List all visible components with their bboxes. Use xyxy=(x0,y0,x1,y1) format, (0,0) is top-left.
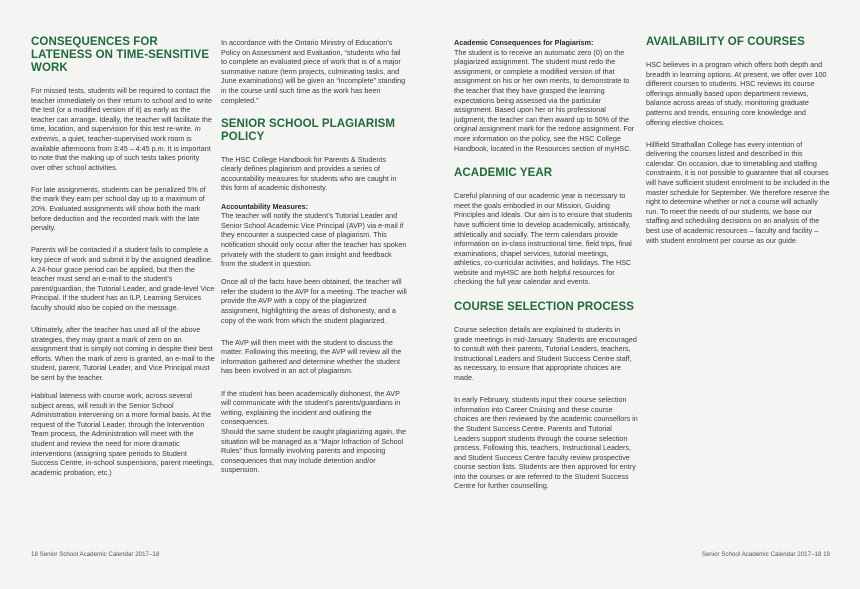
paragraph-notify: The teacher will notify the student’s Tutorial Leader and Senior School Academic Vice Principal (AVP) via e-mail if they encounter a suspected case of plagiarism. This notification should only occur after the teacher has spoken privately with the student to gain insight and feedback from the student in question. xyxy=(221,211,407,269)
subheading-consequences: Academic Consequences for Plagiarism: xyxy=(454,38,594,47)
heading-course-selection: COURSE SELECTION PROCESS xyxy=(454,301,635,314)
paragraph-academic-year: Careful planning of our academic year is necessary to meet the goals embodied in our Mission, Guiding Principles and Ideals. Our aim is to ensure that students have sufficient time to develop academically, artistically, athletically and socially. The term calendars provide information on in-class instructional time, field trips, final examinations, chapel services, tutorial meetings, athletics, co-curricular activities, and holidays. The HSC website and myHSC are both helpful resources for checking the full year calendar and events. xyxy=(454,191,633,287)
paragraph-ministry-policy: In accordance with the Ontario Ministry of Education’s Policy on Assessment and Evaluation, “students who fail to complete an evaluated piece of work that is of a major summative nature (term projects, culminating tasks, and June examinations) will be given an “incomplete” standing in the course until such time as the work has been completed.” xyxy=(221,38,406,105)
paragraph-handbook: The HSC College Handbook for Parents & Students clearly defines plagiarism and provides a series of accountability measures for students who are caught in this form of academic dishonesty. xyxy=(221,154,397,193)
heading-plagiarism-policy: SENIOR SCHOOL PLAGIARISM POLICY xyxy=(221,117,396,143)
paragraph-avp-meeting: The AVP will then meet with the student to discuss the matter. Following this meeting, the AVP will review all the information gathered and determine whether the student has been involved in an act of plagiarism. xyxy=(221,337,402,376)
paragraph-automatic-zero: The student is to receive an automatic zero (0) on the plagiarized assignment. The student must redo the assignment, or complete a modified version of that assignment on his or her own merits, to demonstrate to the teacher that they have grasped the learning expectations being assessed via the particular assignment. Based upon her or his professional judgment, the teacher can then award up to 50% of the original assignment mark for the redone assignment. For more information on the policy, see the HSC College Handbook, located in the Resources section of myHSC. xyxy=(454,47,635,153)
paragraph-february: In early February, students input their course selection information into Career Cruising and these course choices are then reviewed by the academic counsellors in the Student Success Centre. Parents and Tutorial Leaders support students through the course selection process. Following this, teachers, Instructional Leaders, and Student Success Centre faculty review prospective course section lists. Students are then approved for entry into the courses or are referred to the Student Success Centre for further counselling. xyxy=(454,395,638,491)
heading-availability: AVAILABILITY OF COURSES xyxy=(646,36,805,48)
column-1 xyxy=(31,36,215,486)
heading-lateness: CONSEQUENCES FOR LATENESS ON TIME-SENSITIVE WORK xyxy=(31,36,210,74)
column-2 xyxy=(221,38,407,483)
paragraph-intention: Hillfield Strathallan College has every intention of delivering the courses listed and described in this calendar. On occasion, due to timetabling and staffing constraints, it is not possible to guarantee that all courses will have sufficient student enrolment to be included in the master schedule for September. We therefore reserve the right to determine whether or not a course will actually run. To meet the needs of our students, we base our staffing and scheduling decisions on an analysis of the best use of academic resources – faculty and facility – with student enrolment per course as our guide. xyxy=(646,139,830,245)
column-4 xyxy=(646,36,830,254)
heading-academic-year: ACADEMIC YEAR xyxy=(454,167,553,180)
paragraph-zero-mark: Ultimately, after the teacher has used all of the above strategies, they may grant a mark of zero on an assignment that is simply not coming in despite their best efforts. When the mark of zero is granted, an e-mail to the student, parent, Tutorial Leader, and Vice Principal must be sent by the teacher. xyxy=(31,324,215,382)
footer-right: Senior School Academic Calendar 2017–18 19 xyxy=(701,551,830,558)
paragraph-missed-tests: For missed tests, students will be required to contact the teacher immediately on their return to school and to write the test (or a modified version of it) as early as the teacher can arrange. Ideally, the teacher will facilitate the time, location, and supervision for this test re-write. In extremis, a quiet, teacher-supervised work room is available afternoons from 3:45 – 4:45 p.m. It is important to note that the making up of such tests takes priority over other school activities. xyxy=(31,86,212,172)
subheading-accountability: Accountability Measures: xyxy=(221,201,309,211)
column-3 xyxy=(454,38,638,500)
footer-left: 18 Senior School Academic Calendar 2017–18 xyxy=(31,551,160,558)
paragraph-dishonest: If the student has been academically dishonest, the AVP will communicate with the student’s parents/guardians in writing, explaining the incident and outlining the consequences. Should the same student be caught plagiarizing again, the situation will be managed as a “Major Infraction of School Rules” thus formally involving parents and imposing consequences that may include detention and/or suspension. xyxy=(221,388,407,475)
paragraph-late-assignments: For late assignments, students can be penalized 5% of the mark they earn per school day up to a maximum of 20%. Evaluated assignments will show both the mark before deduction and the recorded mark with the late penalty. xyxy=(31,184,206,233)
paragraph-depth-breadth: HSC believes in a program which offers both depth and breadth in learning options. At present, we offer over 100 different courses to students. HSC reviews its course offerings annually based upon department reviews, balance across areas of study, monitoring graduate patterns and trends, ensuring core knowledge and offering elective choices. xyxy=(646,60,827,127)
paragraph-refer-avp: Once all of the facts have been obtained, the teacher will refer the student to the AVP for a meeting. The teacher will provide the AVP with a copy of the plagiarized assignment, highlighting the areas of dishonesty, and a copy of the work from which the student plagiarized. xyxy=(221,277,407,325)
paragraph-parent-contact: Parents will be contacted if a student fails to complete a key piece of work and submit it by the assigned deadline. A 24-hour grace period can be applied, but then the teacher must send an e-mail to the student’s parent/guardian, the Tutorial Leader, and grade-level Vice Principal. If the student has an ILP, Learning Services faculty should also be copied on the message. xyxy=(31,245,215,312)
paragraph-habitual-lateness: Habitual lateness with course work, across several subject areas, will result in the Senior School Administration intervening on a more formal basis. At the request of the Tutorial Leader, through the Intervention Team process, the Administration will meet with the student and review the need for more dramatic interventions (assigning spare periods to Student Success Centre, in-school suspensions, parent meetings, academic probation, etc.) xyxy=(31,391,214,477)
paragraph-course-details: Course selection details are explained to students in grade meetings in mid-January. Students are encouraged to consult with their parents, Tutorial Leaders, teachers, Instructional Leaders and Student Success Centre staff, as necessary, to ensure that appropriate choices are made. xyxy=(454,325,637,383)
